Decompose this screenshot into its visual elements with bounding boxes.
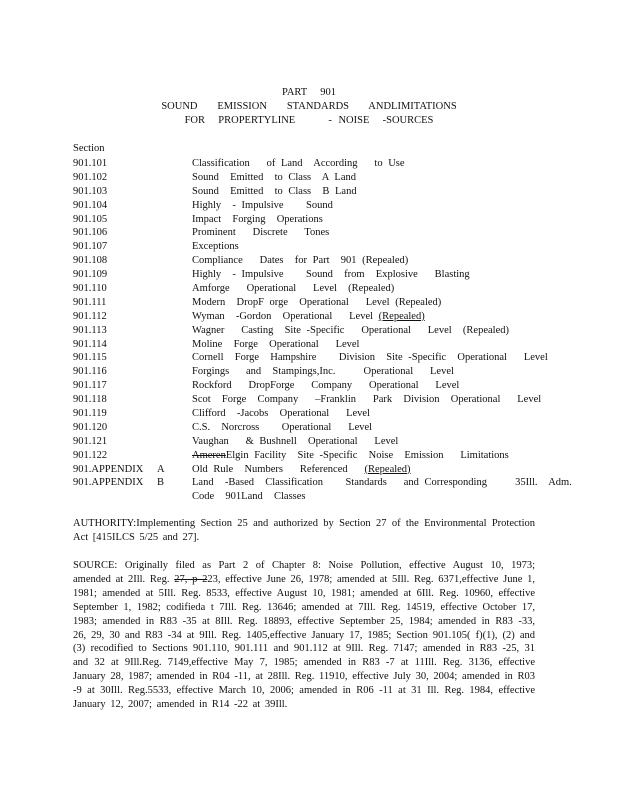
section-title [192,476,572,490]
section-title [192,157,405,171]
section-title [192,296,441,310]
toc-row [73,310,553,324]
section-title-text: Classification of Land According to Use [192,158,405,169]
toc-row [73,463,553,477]
section-title-text: Amforge Operational Level (Repealed) [192,283,395,295]
toc-row [73,476,572,490]
section-title [192,351,548,365]
part-subtitle-1: SOUND EMISSION STANDARDS ANDLIMITATIONS [161,101,457,112]
section-number: 901.105 [73,213,108,225]
section-number: 901.116 [73,366,107,378]
appendix-letter: A [157,463,165,475]
section-number: 901.113 [73,324,107,336]
section-title [192,185,357,199]
section-title-text: Wyman -Gordon Operational Level [192,310,374,322]
toc-row [73,268,553,282]
section-title-text: Impact Forging Operations [192,213,323,225]
section-number: 901.118 [73,394,107,406]
section-title [192,365,454,379]
section-title [192,490,306,504]
repealed-underlined: (Repealed) [378,310,425,322]
source-paragraph [73,559,535,712]
section-title [192,199,333,213]
section-title [192,254,408,268]
section-title-text: Land -Based Classification Standards and Corresponding 35Ill. Adm. [192,477,572,489]
section-title-text: Vaughan & Bushnell Operational Level [192,435,399,447]
appendix-letter: B [157,477,165,489]
source-text-2: 23, effective June 26, 1978; amended at 5Ill. Reg. 6371,effective June 1, 1981; amended at 5Ill. Reg. 8533, effective August 10, 1981; amended at 6Ill. Reg. 10960, effective September 1, 1982; codifieda t 7Ill. Reg. 13646; amended at 7Ill. Reg. 14519, effective October 17, 1983; amended in R83 -35 at 8Ill. Reg. 18893, effective September 25, 1984; amended in R83 -33, 26, 29, 30 and R83 -34 at 9Ill. Reg. 1405,effective January 17, 1985; Section 901.105( f)(1), (2) and (3) recodified to Sections 901.110, 901.111 and 901.112 at 9Ill. Reg. 7147; amended in R83 -25, 31 and 32 at 9Ill.Reg. 7149,effective May 7, 1985; amended in R83 -7 at 11Ill. Reg. 3136, effective January 28, 1987; amended in R04 -11, at 28Ill. Reg. 11910, effective July 30, 2004; amended in R03 -9 at 30Ill. Reg.5533, effective March 10, 2006; amended in R06 -11 at 31 Ill. Reg. 1984, effective January 12, 2007; amended in R14 -22 at 39Ill. [73,573,535,711]
table-of-contents [73,157,572,504]
toc-row [73,490,553,504]
toc-row [73,324,553,338]
toc-row [73,171,553,185]
toc-row [73,449,553,463]
section-title-text: Code 901Land Classes [192,491,306,503]
struck-text: Ameren [192,449,226,461]
section-title-text: Prominent Discrete Tones [192,227,330,239]
toc-row [73,226,553,240]
toc-row [73,240,553,254]
toc-row [73,421,553,435]
toc-row [73,365,553,379]
section-title-text: Old Rule Numbers Referenced [192,463,359,475]
section-title [192,282,394,296]
toc-row [73,379,553,393]
toc-row [73,296,553,310]
section-number: 901.APPENDIX [73,463,144,475]
section-title-text: Clifford -Jacobs Operational Level [192,408,370,420]
section-title [192,324,509,338]
section-title [192,379,459,393]
section-title-text: C.S. Norcross Operational Level [192,421,373,433]
section-number: 901.115 [73,352,107,364]
section-title-text: Sound Emitted to Class A Land [192,171,357,183]
source-text-1: SOURCE: Originally filed as Part 2 of Chapter 8: Noise Pollution, effective August 10, 1973; amended at 2Ill. Reg. [73,560,535,585]
section-title [192,240,239,254]
part-subtitle-2: FOR PROPERTYLINE - NOISE -SOURCES [184,115,434,126]
toc-row [73,254,553,268]
section-number: 901.APPENDIX [73,477,144,489]
section-title-text: Forgings and Stampings,Inc. Operational Level [192,366,454,378]
section-title-text: Rockford DropForge Company Operational Level [192,380,460,392]
toc-row [73,338,553,352]
section-label: Section [73,143,105,154]
section-number: 901.122 [73,449,108,461]
section-title-text: Exceptions [192,241,239,253]
section-number: 901.110 [73,283,107,295]
toc-row [73,393,553,407]
section-number: 901.117 [73,380,107,392]
part-title: PART 901 [281,87,337,98]
section-title-text: Highly - Impulsive Sound from Explosive Blasting [192,269,470,281]
section-title [192,393,541,407]
section-number: 901.104 [73,199,108,211]
section-title [192,338,359,352]
section-title-text: Highly - Impulsive Sound [192,199,333,211]
section-title [192,226,329,240]
section-number: 901.109 [73,269,108,281]
toc-row [73,351,553,365]
section-title-text: Modern DropF orge Operational Level (Repealed) [192,296,442,308]
toc-row [73,282,553,296]
section-number: 901.108 [73,255,108,267]
section-number: 901.101 [73,158,108,169]
toc-row [73,199,553,213]
toc-row [73,435,553,449]
section-title-text: Sound Emitted to Class B Land [192,185,357,197]
section-title-text: Cornell Forge Hampshire Division Site -Specific Operational Level [192,352,548,364]
repealed-underlined: (Repealed) [364,463,411,475]
section-title-text: Elgin Facility Site -Specific Noise Emission Limitations [225,449,509,461]
section-number: 901.107 [73,241,108,253]
section-number: 901.121 [73,435,108,447]
source-struck-text: 27, p 2 [174,573,208,585]
section-title-text: Moline Forge Operational Level [192,338,360,350]
section-title [192,268,470,282]
section-title [192,310,425,324]
section-number: 901.119 [73,408,107,420]
section-title [192,463,411,477]
authority-paragraph: AUTHORITY:Implementing Section 25 and authorized by Section 27 of the Environmental Protection Act [415ILCS 5/25 and 27]. [73,518,535,543]
section-number: 901.106 [73,227,108,239]
section-title-text: Wagner Casting Site -Specific Operational Level (Repealed) [192,324,509,336]
section-title [192,171,356,185]
section-title [192,421,372,435]
toc-row [73,213,553,227]
section-title [192,449,509,463]
section-number: 901.102 [73,171,108,183]
section-number: 901.120 [73,421,108,433]
toc-row [73,185,553,199]
section-title [192,407,370,421]
section-title-text: Compliance Dates for Part 901 (Repealed) [192,255,409,267]
section-title-text: Scot Forge Company –Franklin Park Division Operational Level [192,394,542,406]
toc-row [73,407,553,421]
section-number: 901.103 [73,185,108,197]
toc-row [73,157,553,171]
section-title [192,213,323,227]
section-number: 901.111 [73,296,107,308]
section-number: 901.112 [73,310,107,322]
section-number: 901.114 [73,338,107,350]
section-title [192,435,398,449]
